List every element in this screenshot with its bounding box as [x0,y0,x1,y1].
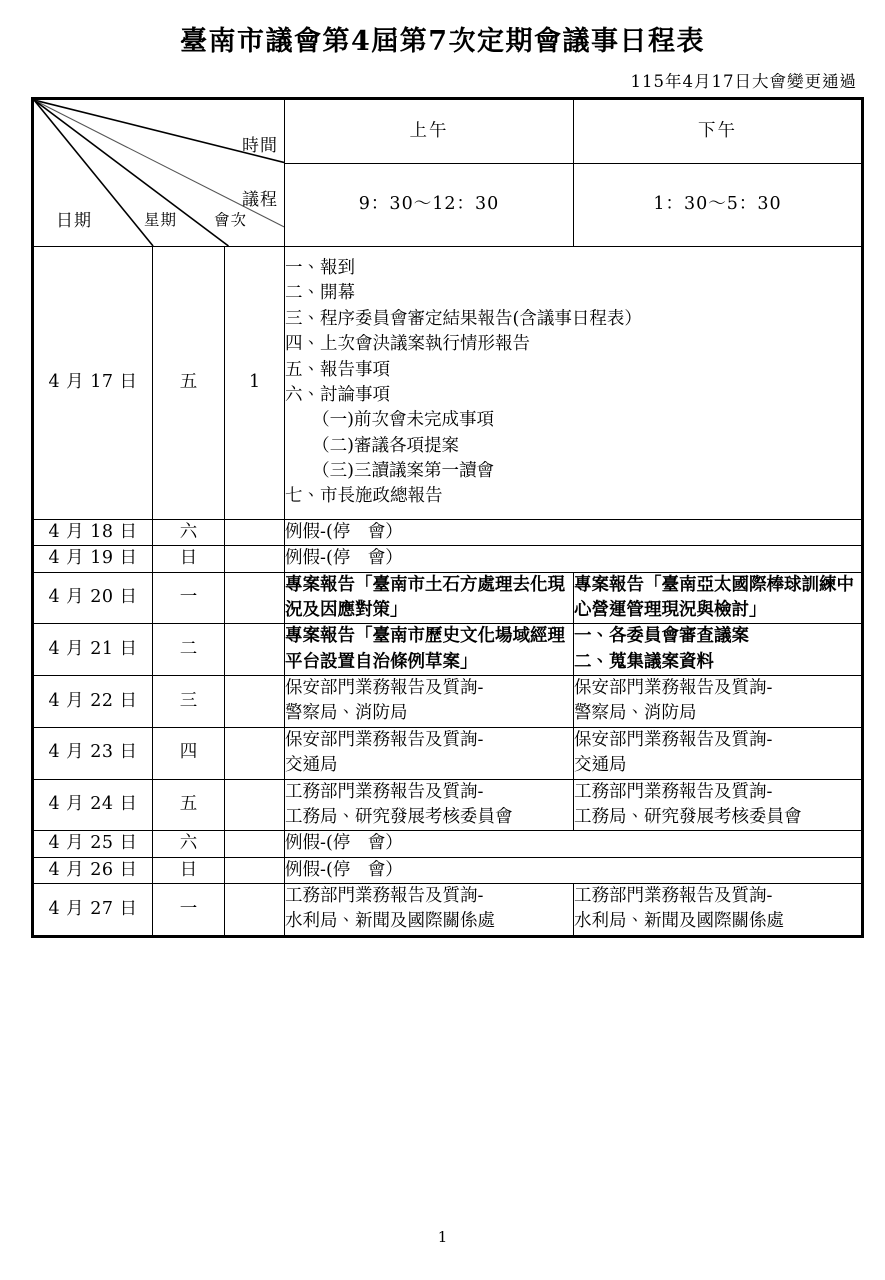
morning-line: 警察局、消防局 [285,703,408,724]
morning-line: 保安部門業務報告及質詢- [285,678,484,698]
cell-date: 4 月 18 日 [33,519,153,545]
header-morning-period: 上午 [285,99,574,164]
cell-date: 4 月 26 日 [33,857,153,883]
agenda-line: 例假-(停 會） [285,833,403,854]
page-title: 臺南市議會第4屆第7次定期會議事日程表 [179,26,706,57]
afternoon-text: 專案報告「臺南亞太國際棒球訓練中心營運管理現況與檢討」 [574,574,855,620]
cell-date: 4 月 19 日 [33,546,153,572]
cell-weekday: 六 [153,831,225,857]
afternoon-line: 工務局、研究發展考核委員會 [574,806,802,827]
corner-label-date: 日期 [56,211,92,231]
cell-session: 1 [225,247,285,520]
cell-date: 4 月 23 日 [33,727,153,779]
agenda-line: 五、報告事項 [285,359,391,380]
cell-afternoon-agenda [574,727,863,779]
cell-date: 4 月 25 日 [33,831,153,857]
cell-weekday: 六 [153,519,225,545]
cell-afternoon-agenda [574,624,863,676]
cell-weekday: 日 [153,546,225,572]
morning-line: 保安部門業務報告及質詢- [285,729,484,750]
agenda-line: 三、程序委員會審定結果報告(含議事日程表） [285,308,642,329]
agenda-line: （一)前次會未完成事項 [312,410,494,431]
cell-date: 4 月 27 日 [33,884,153,937]
cell-afternoon-agenda [574,572,863,624]
cell-session [225,831,285,857]
agenda-line: 六、討論事項 [285,384,391,405]
cell-date: 4 月 22 日 [33,676,153,728]
table-row [33,546,863,572]
table-row [33,857,863,883]
table-header-row-period [33,99,863,164]
cell-weekday: 五 [153,779,225,831]
cell-agenda-fullwidth [285,519,863,545]
cell-weekday: 日 [153,857,225,883]
cell-session [225,727,285,779]
cell-agenda-fullwidth [285,831,863,857]
afternoon-line: 保安部門業務報告及質詢- [574,678,773,698]
agenda-line: （三)三讀議案第一讀會 [312,461,494,481]
cell-session [225,676,285,728]
afternoon-line: 交通局 [574,755,627,776]
agenda-line: 二、開幕 [285,283,356,304]
morning-line: 交通局 [285,755,338,776]
cell-morning-agenda [285,572,574,624]
header-afternoon-hours: 1：30～5：30 [574,164,863,247]
afternoon-line: 二、蒐集議案資料 [574,651,715,672]
agenda-line: 例假-(停 會） [285,548,403,569]
header-morning-hours: 9：30～12：30 [285,164,574,247]
corner-label-agenda: 議程 [242,190,279,210]
cell-session [225,546,285,572]
table-row [33,676,863,728]
cell-agenda-fullwidth [285,857,863,883]
schedule-table-container [31,97,861,938]
cell-weekday: 五 [153,247,225,520]
cell-date: 4 月 20 日 [33,572,153,624]
agenda-line: 七、市長施政總報告 [285,486,443,507]
cell-weekday: 一 [153,572,225,624]
agenda-line: 四、上次會決議案執行情形報告 [285,334,531,355]
agenda-line: 一、報到 [285,258,356,278]
table-row [33,779,863,831]
cell-weekday: 一 [153,884,225,937]
morning-text: 專案報告「臺南市歷史文化場域經理平台設置自治條例草案」 [285,626,566,672]
cell-date: 4 月 24 日 [33,779,153,831]
cell-session [225,519,285,545]
agenda-line: （二)審議各項提案 [312,435,459,456]
afternoon-line: 水利局、新聞及國際關係處 [574,911,785,932]
afternoon-line: 警察局、消防局 [574,703,697,724]
cell-afternoon-agenda [574,884,863,937]
corner-label-session: 會次 [214,210,248,229]
cell-agenda-fullwidth [285,546,863,572]
header-corner-cell [33,99,285,247]
document-subtitle: 115年4月17日大會變更通過 [630,72,857,92]
cell-morning-agenda [285,884,574,937]
cell-session [225,779,285,831]
cell-session [225,884,285,937]
table-row [33,247,863,520]
cell-session [225,857,285,883]
cell-date: 4 月 21 日 [33,624,153,676]
table-row [33,831,863,857]
cell-afternoon-agenda [574,779,863,831]
table-row [33,519,863,545]
table-row [33,572,863,624]
afternoon-line: 保安部門業務報告及質詢- [574,729,773,750]
cell-afternoon-agenda [574,676,863,728]
morning-line: 工務局、研究發展考核委員會 [285,806,513,827]
cell-date: 4 月 17 日 [33,247,153,520]
table-row [33,624,863,676]
cell-weekday: 二 [153,624,225,676]
afternoon-line: 一、各委員會審查議案 [574,626,750,647]
table-row [33,884,863,937]
cell-morning-agenda [285,624,574,676]
corner-label-time: 時間 [242,136,279,156]
morning-line: 工務部門業務報告及質詢- [285,886,484,906]
agenda-line: 例假-(停 會） [285,859,403,880]
page-number: 1 [437,1228,448,1246]
afternoon-line: 工務部門業務報告及質詢- [574,886,773,906]
cell-morning-agenda [285,676,574,728]
afternoon-line: 工務部門業務報告及質詢- [574,781,773,802]
cell-morning-agenda [285,727,574,779]
meeting-schedule-table [31,97,864,938]
corner-label-weekday: 星期 [144,210,178,229]
morning-text: 專案報告「臺南市土石方處理去化現況及因應對策」 [285,574,566,620]
cell-session [225,624,285,676]
morning-line: 工務部門業務報告及質詢- [285,781,484,802]
morning-line: 水利局、新聞及國際關係處 [285,911,496,932]
agenda-line: 例假-(停 會） [285,521,403,542]
header-afternoon-period: 下午 [574,99,863,164]
cell-session [225,572,285,624]
cell-weekday: 四 [153,727,225,779]
table-row [33,727,863,779]
cell-weekday: 三 [153,676,225,728]
cell-agenda-fullwidth [285,247,863,520]
cell-morning-agenda [285,779,574,831]
